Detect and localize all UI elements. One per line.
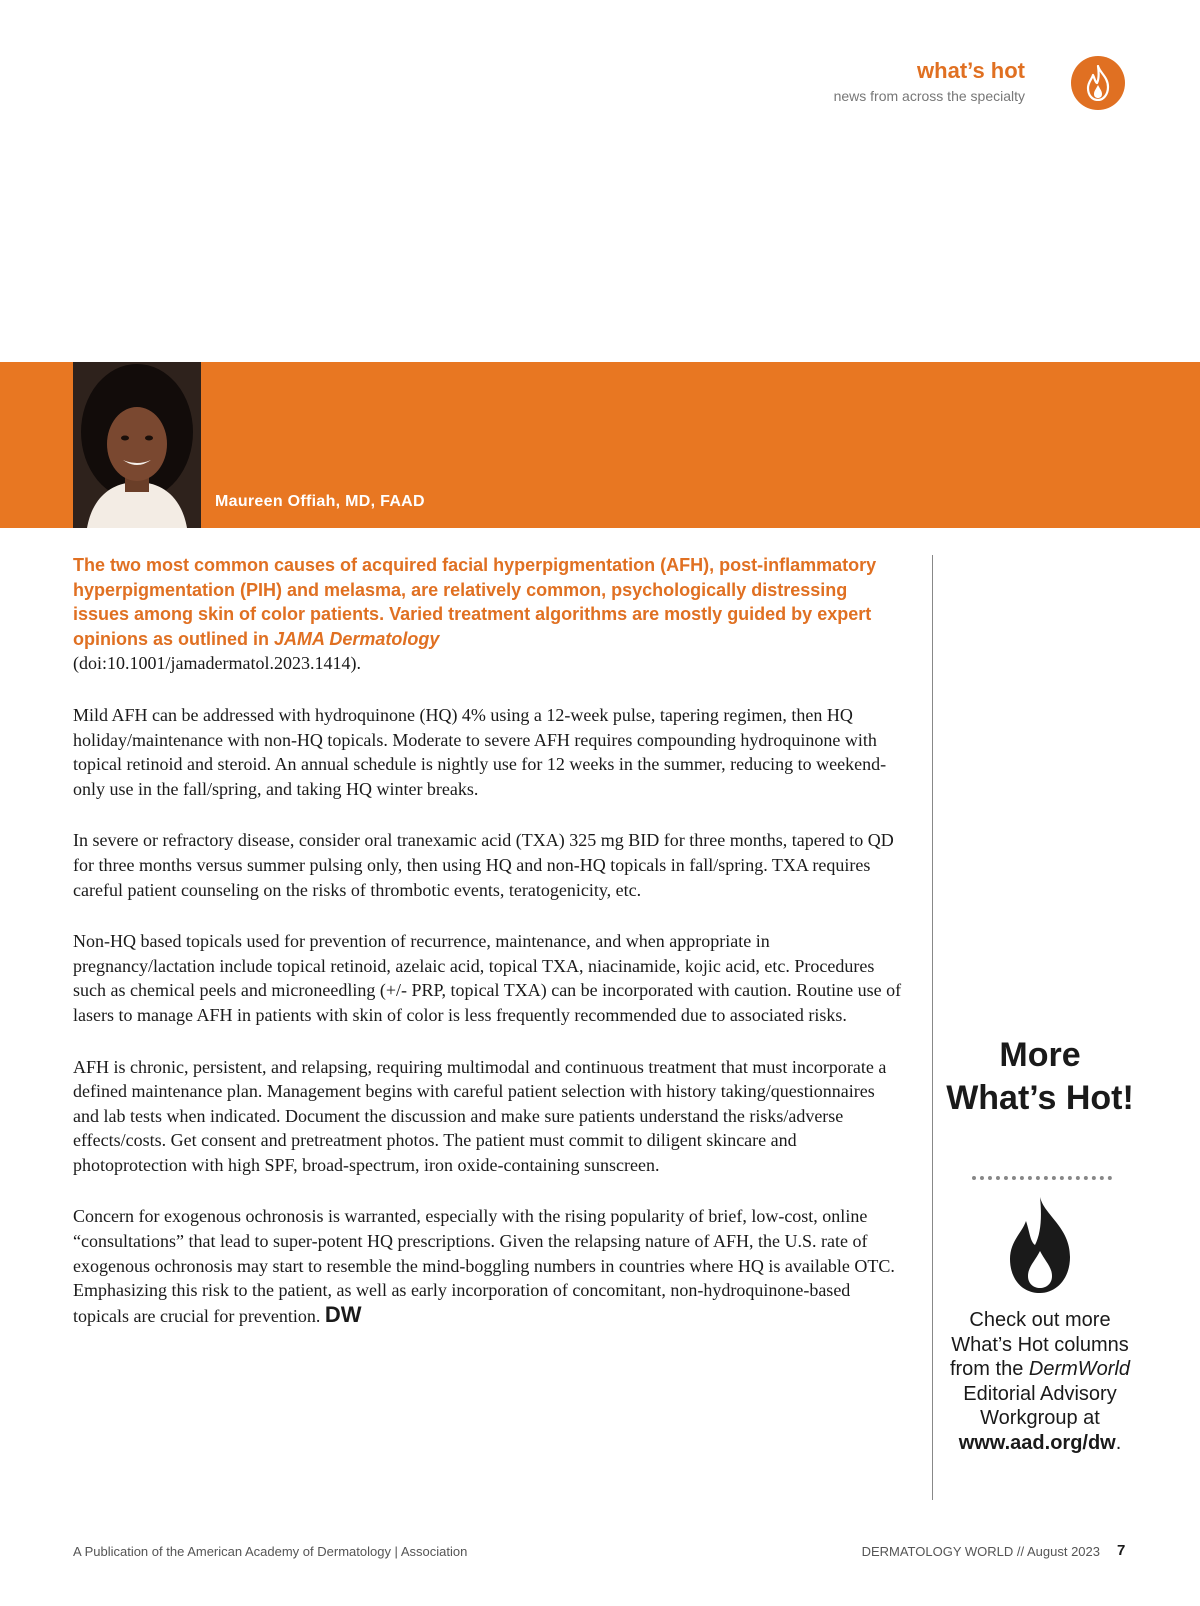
sidebar-link[interactable]: www.aad.org/dw [958, 1431, 1116, 1454]
lead-journal: JAMA Dermatology [274, 628, 440, 649]
sidebar-heading: More What’s Hot! [946, 1036, 1134, 1117]
sidebar-period: . [1115, 1431, 1122, 1454]
author-photo [73, 362, 201, 528]
article-lead [73, 553, 903, 676]
dotted-divider [972, 1176, 1112, 1180]
sidebar-text-after: Editorial Advisory Workgroup at [963, 1382, 1117, 1430]
paragraph-3: Non-HQ based topicals used for prevention of recurrence, maintenance, and when appropriate in pregnancy/lactation include topical retinoid, azelaic acid, topical TXA, niacinamide, kojic acid, etc. Procedures such as chemical peels and microneedling (+/- PRP, topical TXA) can be incorporated with caution. Routine use of lasers to manage AFH in patients with skin of color is less frequently recommended due to associated risks. [73, 931, 902, 1025]
sidebar-text-italic: DermWorld [1028, 1358, 1131, 1381]
flame-icon [1000, 1195, 1080, 1295]
sidebar-text [945, 1308, 1135, 1456]
paragraph-5 [73, 1204, 903, 1328]
section-subtitle: news from across the specialty [833, 88, 1025, 104]
end-mark: DW [324, 1301, 362, 1327]
footer-issue: DERMATOLOGY WORLD // August 2023 [861, 1544, 1100, 1559]
paragraph-5-text: Concern for exogenous ochronosis is warranted, especially with the rising popularity of brief, low-cost, online “consultations” that lead to super-potent HQ prescriptions. Given the relapsing nature of AFH, the U.S. rate of exogenous ochronosis may start to resemble the mind-boggling numbers in countries where HQ is available OTC. Emphasizing this risk to the patient, as well as early incorporation of concomitant, non-hydroquinone-based topicals are crucial for prevention. [73, 1206, 895, 1326]
column-divider [932, 555, 933, 1500]
paragraph-4: AFH is chronic, persistent, and relapsing, requiring multimodal and continuous treatment that must incorporate a defined maintenance plan. Management begins with careful patient selection with history taking/questionnaires and lab tests when indicated. Document the discussion and make sure patients understand the risks/adverse effects/costs. Get consent and pretreatment photos. The patient must commit to diligent skincare and photoprotection with high SPF, broad-spectrum, iron oxide-containing sunscreen. [73, 1056, 887, 1175]
paragraph-1: Mild AFH can be addressed with hydroquinone (HQ) 4% using a 12-week pulse, tapering regimen, then HQ holiday/maintenance with non-HQ topicals. Moderate to severe AFH requires compounding hydroquinone with topical retinoid and steroid. An annual schedule is nightly use for 12 weeks in the summer, reducing to weekend-only use in the fall/spring, and taking HQ winter breaks. [73, 704, 887, 799]
section-title: what’s hot [917, 58, 1025, 83]
footer-publication: A Publication of the American Academy of Dermatology | Association [73, 1544, 468, 1559]
page-number: 7 [1117, 1542, 1126, 1559]
paragraph-2: In severe or refractory disease, consider oral tranexamic acid (TXA) 325 mg BID for three months, tapered to QD for three months versus summer pulsing only, then using HQ and non-HQ topicals in fall/spring. TXA requires careful patient counseling on the risks of thrombotic events, teratogenicity, etc. [73, 830, 894, 900]
sidebar-text-before: Check out more What’s Hot columns from the [949, 1309, 1129, 1381]
lead-doi: (doi:10.1001/jamadermatol.2023.1414). [73, 653, 361, 674]
article-body [73, 553, 903, 1328]
author-name: Maureen Offiah, MD, FAAD [215, 493, 425, 510]
lead-text: The two most common causes of acquired facial hyperpigmentation (AFH), post-inflammatory hyperpigmentation (PIH) and melasma, are relatively common, psychologically distressing issues among skin of color patients. Varied treatment algorithms are mostly guided by expert opinions as outlined in [73, 555, 877, 649]
flame-icon [1071, 56, 1125, 110]
